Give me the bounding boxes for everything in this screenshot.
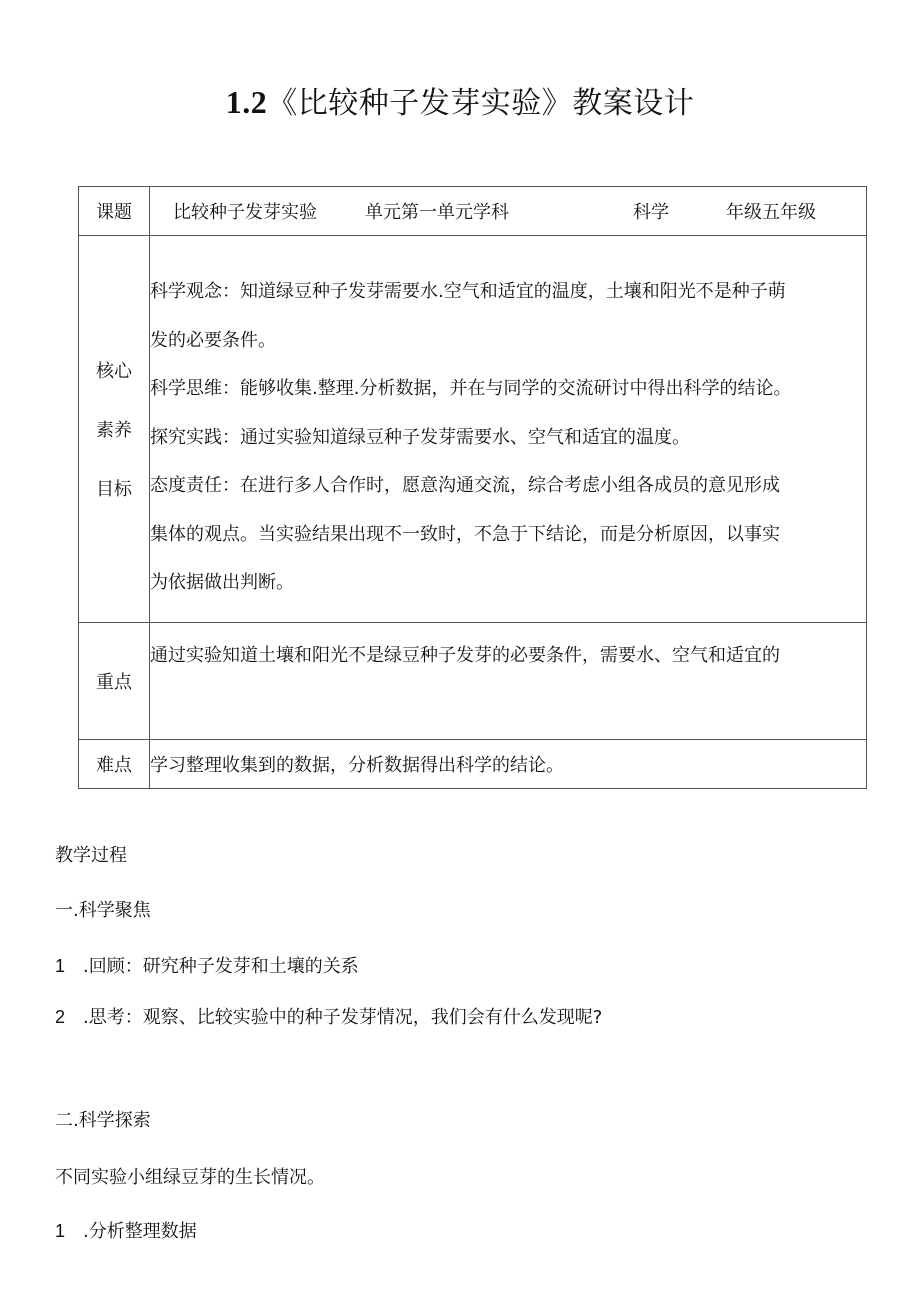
item-text: .回顾：研究种子发芽和土壤的关系 [83,956,359,977]
lesson-info-table [78,186,867,789]
item-number: 1 [55,956,66,976]
header-row [79,187,867,236]
goals-label-line: 目标 [96,478,132,500]
title-number: 1.2 [225,84,268,120]
process-heading: 教学过程 [55,845,127,866]
goals-label-line: 核心 [96,360,132,382]
title-text: 《比较种子发芽实验》教案设计 [267,86,695,121]
topic-value: 比较种子发芽实验 [173,202,317,223]
subject-value: 科学 [633,202,669,223]
list-item [55,952,359,978]
item-text: .分析整理数据 [83,1221,197,1242]
section-heading-focus: 一.科学聚焦 [55,900,151,921]
goals-row [79,236,867,623]
difficulty-label: 难点 [79,739,150,788]
grade-value: 年级五年级 [726,202,816,223]
focus-row [79,622,867,739]
header-content [150,187,867,236]
goal-line: 科学观念：知道绿豆种子发芽需要水.空气和适宜的温度，土壤和阳光不是种子萌 [150,281,786,302]
page-title [0,78,920,122]
goal-line: 科学思维：能够收集.整理.分析数据，并在与同学的交流研讨中得出科学的结论。 [150,378,792,399]
section-heading-explore: 二.科学探索 [55,1110,151,1131]
difficulty-content: 学习整理收集到的数据，分析数据得出科学的结论。 [150,739,867,788]
focus-label: 重点 [79,622,150,739]
goal-line: 探究实践：通过实验知道绿豆种子发芽需要水、空气和适宜的温度。 [150,426,690,448]
goal-line: 集体的观点。当实验结果出现不一致时，不急于下结论，而是分析原因，以事实 [150,523,780,545]
goal-line: 为依据做出判断。 [150,572,294,593]
intro-text: 不同实验小组绿豆芽的生长情况。 [55,1167,325,1188]
goal-line: 发的必要条件。 [150,329,276,351]
goals-content [150,236,867,623]
topic-label: 课题 [79,187,150,236]
list-item [55,1003,602,1029]
unit-subject-label: 单元第一单元学科 [365,202,509,223]
item-number: 1 [55,1221,66,1241]
focus-content: 通过实验知道土壤和阳光不是绿豆种子发芽的必要条件，需要水、空气和适宜的 [150,622,867,739]
list-item [55,1217,197,1243]
goals-label [79,236,150,623]
item-number: 2 [55,1007,66,1027]
difficulty-row [79,739,867,788]
goal-line: 态度责任：在进行多人合作时，愿意沟通交流，综合考虑小组各成员的意见形成 [150,475,780,496]
item-text: .思考：观察、比较实验中的种子发芽情况，我们会有什么发现呢? [83,1007,603,1028]
goals-label-line: 素养 [96,419,132,441]
